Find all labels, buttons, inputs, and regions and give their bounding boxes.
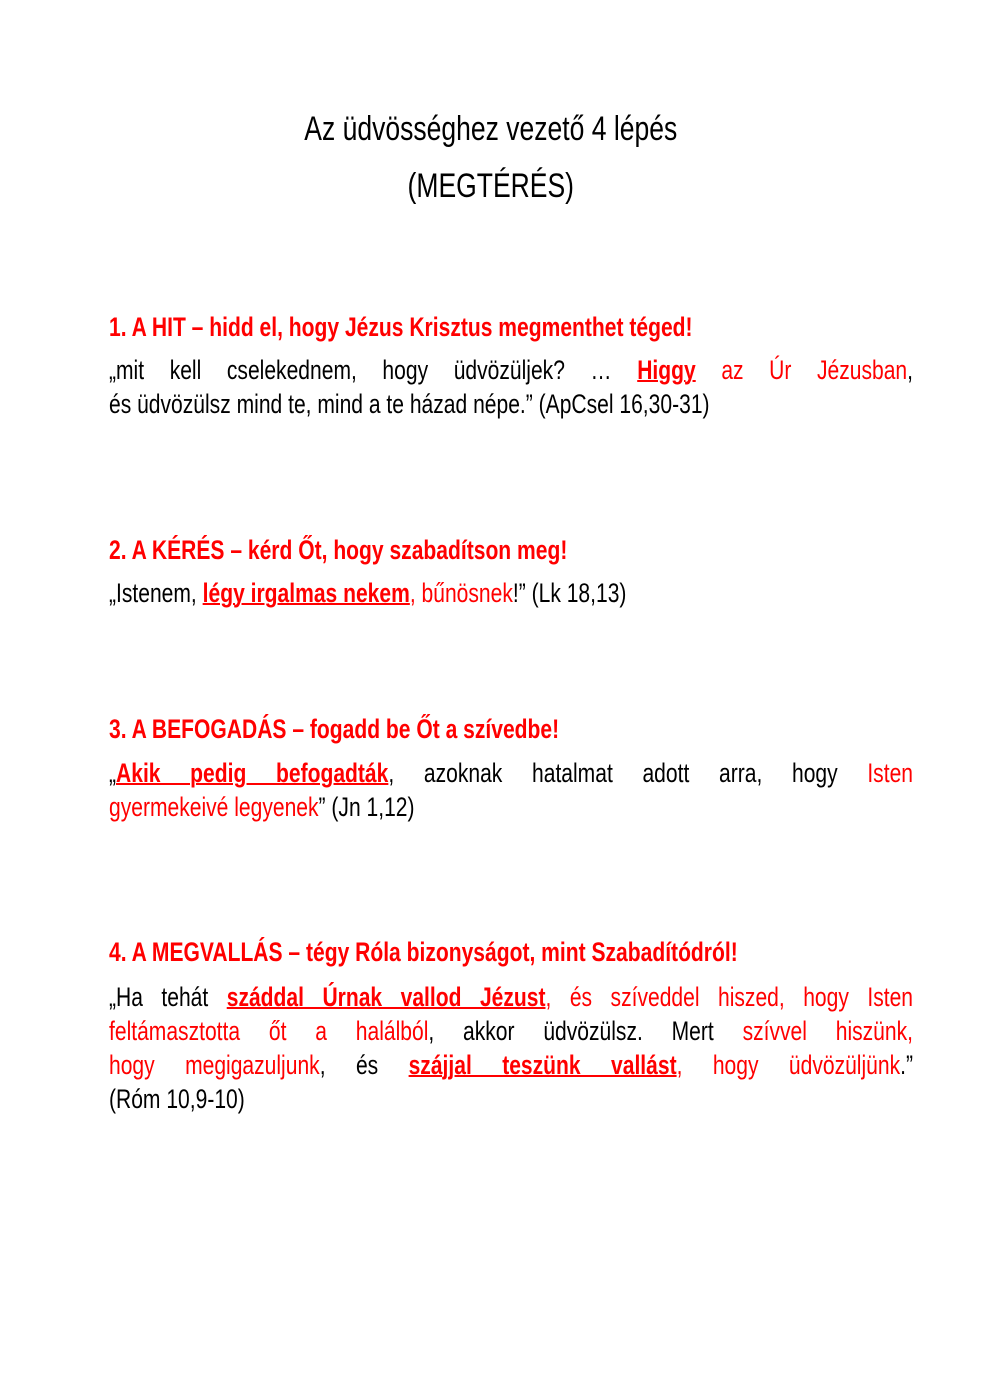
highlighted-text: szívvel hiszünk, xyxy=(742,1016,913,1046)
emphasized-text: Akik pedig befogadták xyxy=(116,758,389,788)
emphasized-text: száddal Úrnak vallod Jézust xyxy=(226,982,546,1012)
quote-line xyxy=(109,576,626,610)
title-line-1: Az üdvösséghez vezető 4 lépés xyxy=(304,110,678,148)
step-2-heading xyxy=(109,533,913,567)
quote-text: !” (Lk 18,13) xyxy=(512,578,627,608)
quote-text: ” (Jn 1,12) xyxy=(318,792,415,822)
title-line-2: (MEGTÉRÉS) xyxy=(407,167,575,205)
step-1-heading xyxy=(109,310,913,344)
quote-text: és üdvözülsz mind te, mind a te házad népe.” (ApCsel 16,30-31) xyxy=(109,389,710,419)
quote-text: „Istenem, xyxy=(109,578,203,608)
quote-text: , azoknak hatalmat adott arra, hogy xyxy=(388,758,868,788)
quote-line xyxy=(109,387,710,421)
quote-line xyxy=(109,756,913,790)
quote-line xyxy=(109,353,913,387)
highlighted-text: hogy megigazuljunk xyxy=(109,1050,320,1080)
highlighted-text: , hogy üdvözüljünk xyxy=(676,1050,901,1080)
quote-line xyxy=(109,1014,913,1048)
quote-text: , xyxy=(907,355,914,385)
highlighted-text: feltámasztotta őt a halálból xyxy=(109,1016,429,1046)
highlighted-text: az Úr Jézusban xyxy=(695,355,908,385)
highlighted-text: Isten xyxy=(867,758,913,788)
quote-line xyxy=(109,1048,913,1082)
step-heading: 3. A BEFOGADÁS – fogadd be Őt a szívedbe! xyxy=(109,714,560,744)
quote-text: „mit kell cselekednem, hogy üdvözüljek? … xyxy=(109,355,638,385)
quote-text: „Ha tehát xyxy=(109,982,227,1012)
quote-text: , akkor üdvözülsz. Mert xyxy=(428,1016,743,1046)
step-3-heading xyxy=(109,712,913,746)
quote-line xyxy=(109,980,913,1014)
step-heading: 4. A MEGVALLÁS – tégy Róla bizonyságot, mint Szabadítódról! xyxy=(109,937,738,967)
quote-line xyxy=(109,1082,245,1116)
quote-text: (Róm 10,9-10) xyxy=(109,1084,245,1114)
emphasized-text: Higgy xyxy=(637,355,696,385)
emphasized-text: légy irgalmas nekem xyxy=(202,578,410,608)
quote-line xyxy=(109,790,415,824)
step-heading: 2. A KÉRÉS – kérd Őt, hogy szabadítson meg! xyxy=(109,535,568,565)
step-4-heading xyxy=(109,935,913,969)
highlighted-text: gyermekeivé legyenek xyxy=(109,792,319,822)
highlighted-text: , és szíveddel hiszed, hogy Isten xyxy=(545,982,914,1012)
quote-text: , és xyxy=(319,1050,409,1080)
step-heading: 1. A HIT – hidd el, hogy Jézus Krisztus megmenthet téged! xyxy=(109,312,693,342)
emphasized-text: szájjal teszünk vallást xyxy=(408,1050,677,1080)
quote-text: .” xyxy=(900,1050,913,1080)
quote-text: „ xyxy=(109,758,117,788)
highlighted-text: , bűnösnek xyxy=(409,578,513,608)
